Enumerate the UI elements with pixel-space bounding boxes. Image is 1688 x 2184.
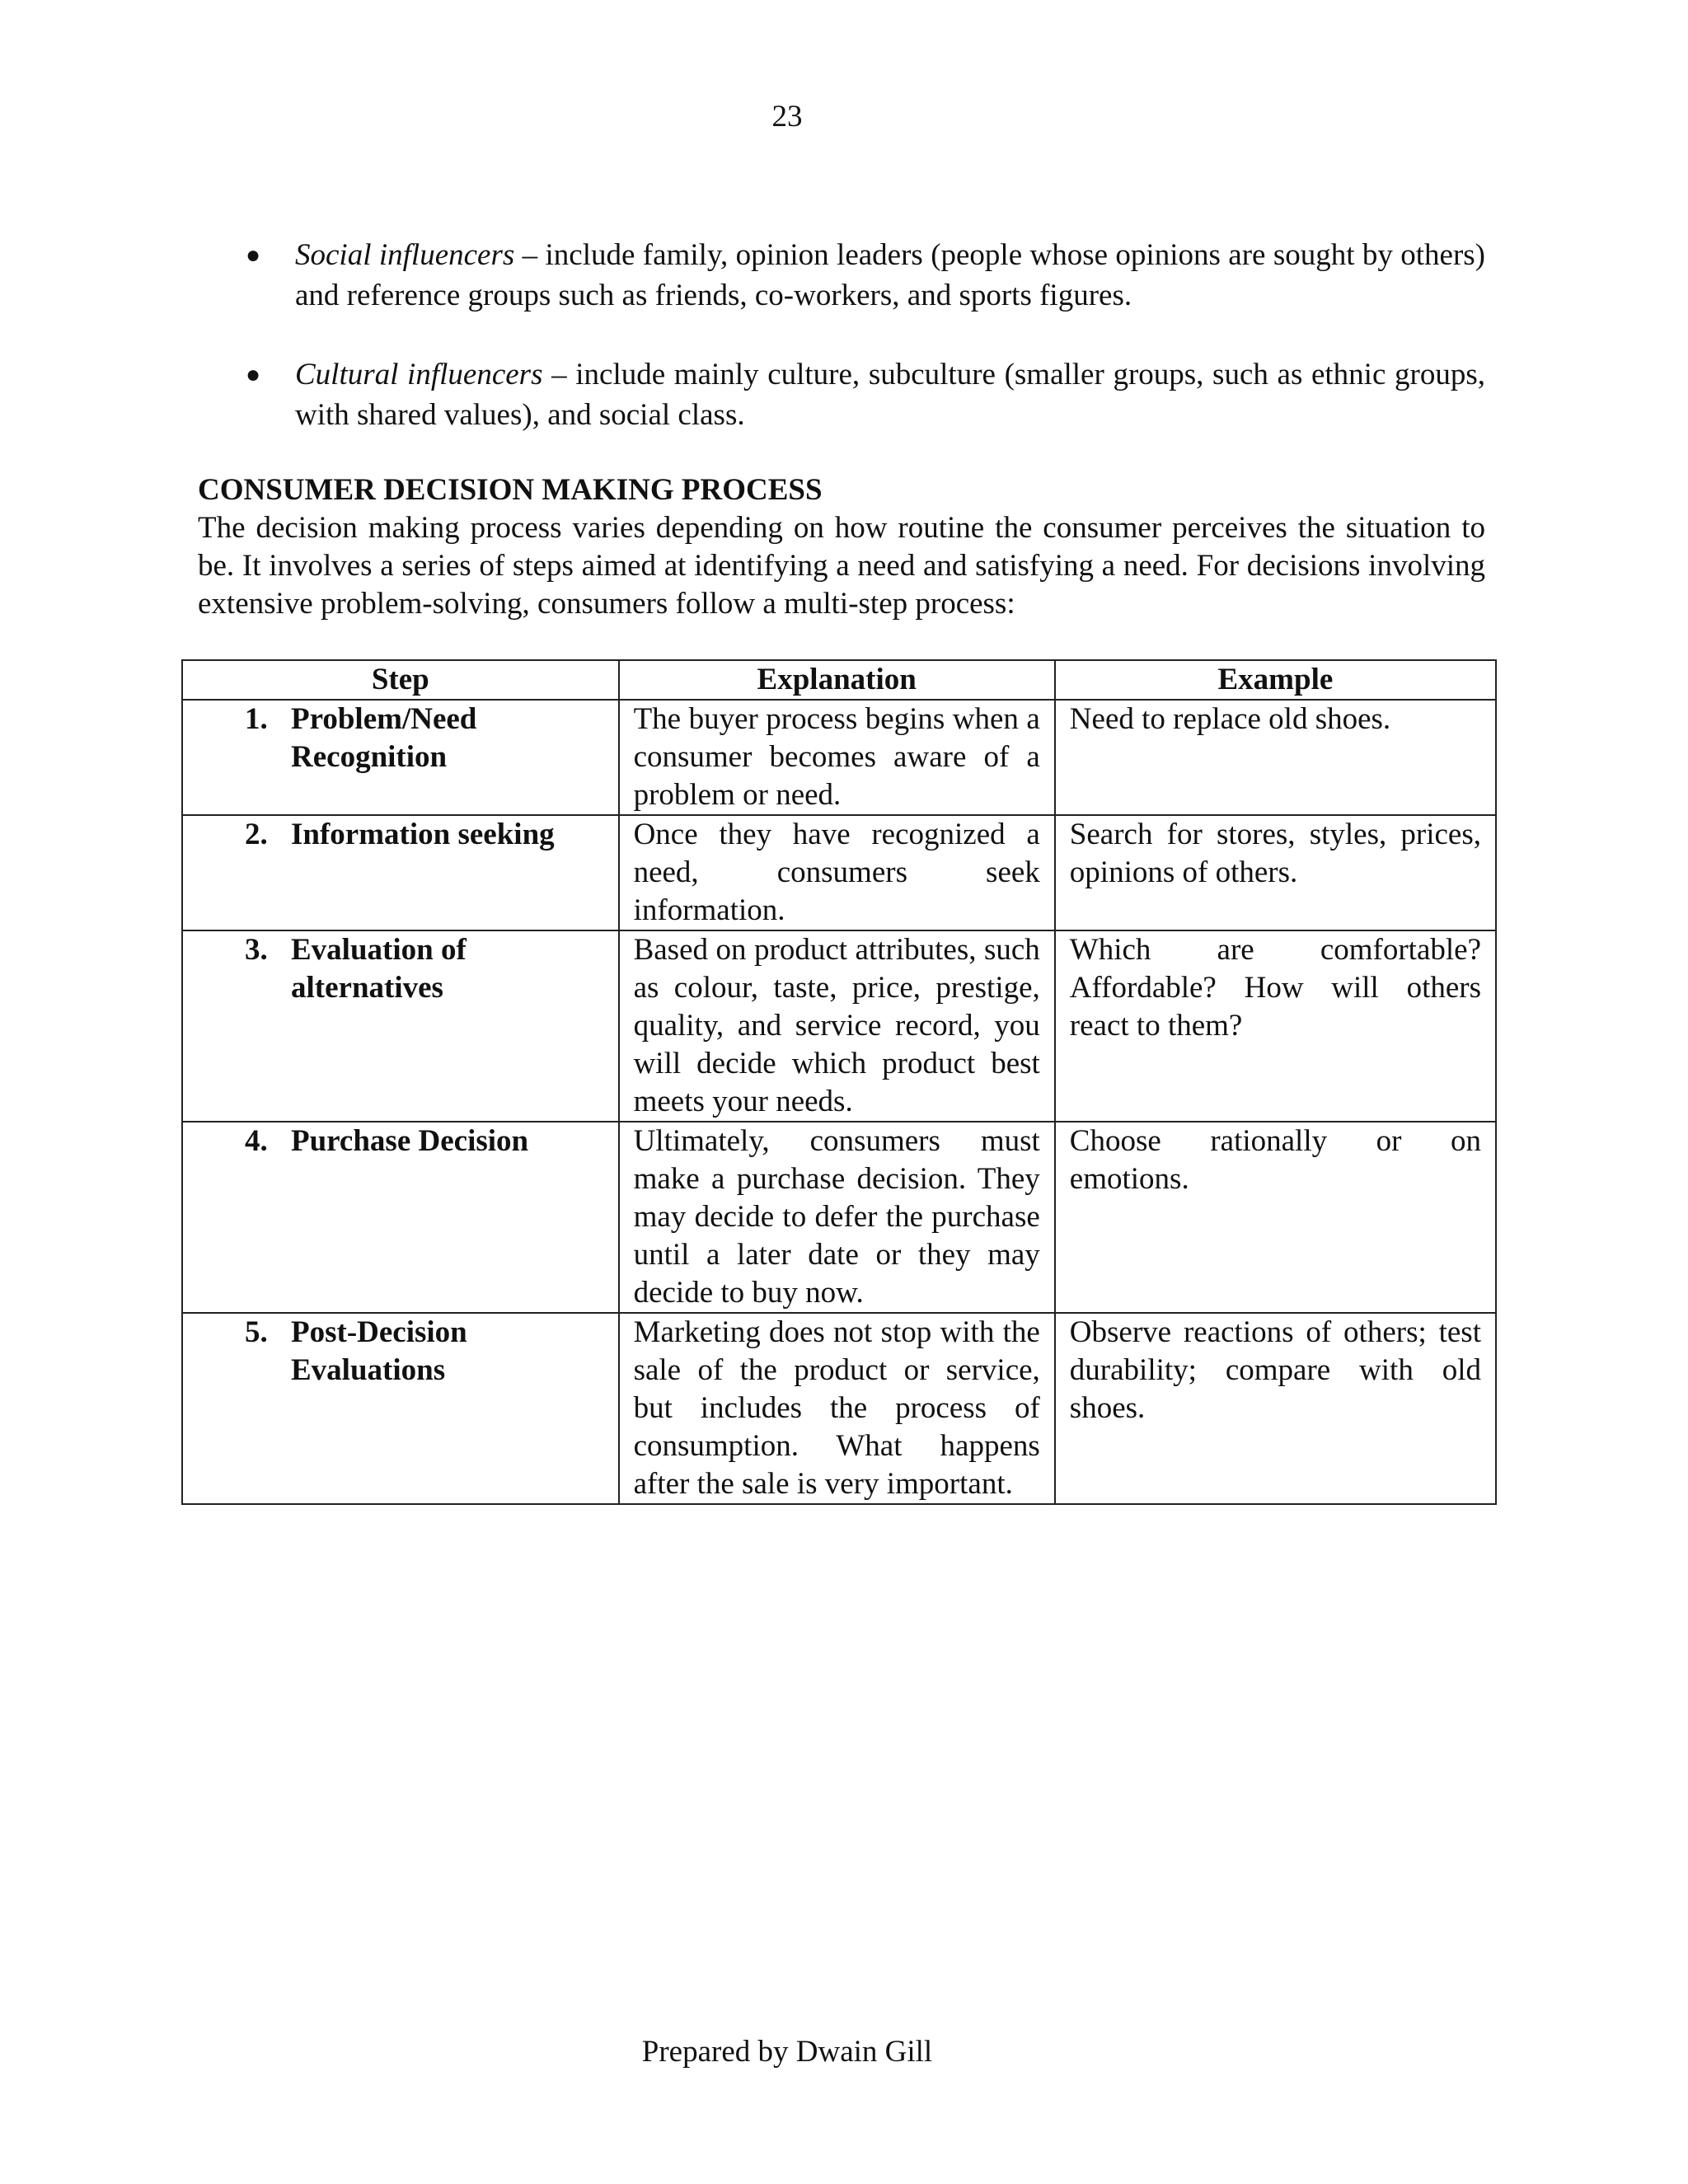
step-cell xyxy=(182,1122,619,1313)
explanation-cell: Marketing does not stop with the sale of the product or service, but includes the process of consumption. What happens after the sale is very important. xyxy=(619,1313,1055,1504)
table-row xyxy=(182,930,1496,1122)
bullet-text: – include family, opinion leaders (people whose opinions are sought by others) and reference groups such as friends, co-workers, and sports figures. xyxy=(295,238,1485,312)
section-heading: CONSUMER DECISION MAKING PROCESS xyxy=(198,473,823,507)
explanation-cell: Once they have recognized a need, consumers seek information. xyxy=(619,815,1055,930)
example-cell: Choose rationally or on emotions. xyxy=(1055,1122,1496,1313)
section-intro: The decision making process varies depending on how routine the consumer perceives the situation to be. It involves a series of steps aimed at identifying a need and satisfying a need. For decisions involving extensive problem-solving, consumers follow a multi-step process: xyxy=(198,511,1485,621)
decision-process-table xyxy=(181,659,1497,1505)
step-cell xyxy=(182,930,619,1122)
column-header-example: Example xyxy=(1055,660,1496,700)
page-footer: Prepared by Dwain Gill xyxy=(641,2035,933,2069)
explanation-cell: The buyer process begins when a consumer becomes aware of a problem or need. xyxy=(619,700,1055,815)
explanation-cell: Ultimately, consumers must make a purchase decision. They may decide to defer the purchase until a later date or they may decide to buy now. xyxy=(619,1122,1055,1313)
step-number: 4. xyxy=(245,1124,268,1158)
step-name: Problem/Need Recognition xyxy=(291,702,477,774)
table-header-row xyxy=(182,660,1496,700)
table-row xyxy=(182,815,1496,930)
column-header-explanation: Explanation xyxy=(619,660,1055,700)
example-cell: Which are comfortable? Affordable? How will others react to them? xyxy=(1055,930,1496,1122)
step-name: Purchase Decision xyxy=(291,1124,529,1158)
step-cell xyxy=(182,1313,619,1504)
table-row xyxy=(182,700,1496,815)
example-cell: Observe reactions of others; test durability; compare with old shoes. xyxy=(1055,1313,1496,1504)
bullet-term: Social influencers xyxy=(295,238,515,272)
influencer-list xyxy=(239,235,1485,474)
example-cell: Search for stores, styles, prices, opinions of others. xyxy=(1055,815,1496,930)
bullet-icon: ● xyxy=(246,361,261,388)
list-item xyxy=(239,354,1485,435)
step-number: 3. xyxy=(245,933,268,967)
bullet-text: – include mainly culture, subculture (smaller groups, such as ethnic groups, with shared values), and social class. xyxy=(295,358,1485,432)
example-cell: Need to replace old shoes. xyxy=(1055,700,1496,815)
list-item xyxy=(239,235,1485,316)
table-row xyxy=(182,1122,1496,1313)
bullet-icon: ● xyxy=(246,241,261,269)
step-name: Post-Decision Evaluations xyxy=(291,1315,467,1387)
page-number: 23 xyxy=(771,100,803,134)
bullet-term: Cultural influencers xyxy=(295,358,543,391)
explanation-cell: Based on product attributes, such as colour, taste, price, prestige, quality, and service record, you will decide which product best meets your needs. xyxy=(619,930,1055,1122)
step-name: Evaluation of alternatives xyxy=(291,933,467,1005)
step-cell xyxy=(182,700,619,815)
column-header-step: Step xyxy=(182,660,619,700)
step-name: Information seeking xyxy=(291,818,555,851)
table-row xyxy=(182,1313,1496,1504)
step-cell xyxy=(182,815,619,930)
step-number: 5. xyxy=(245,1315,268,1349)
step-number: 1. xyxy=(245,702,268,736)
step-number: 2. xyxy=(245,818,268,851)
